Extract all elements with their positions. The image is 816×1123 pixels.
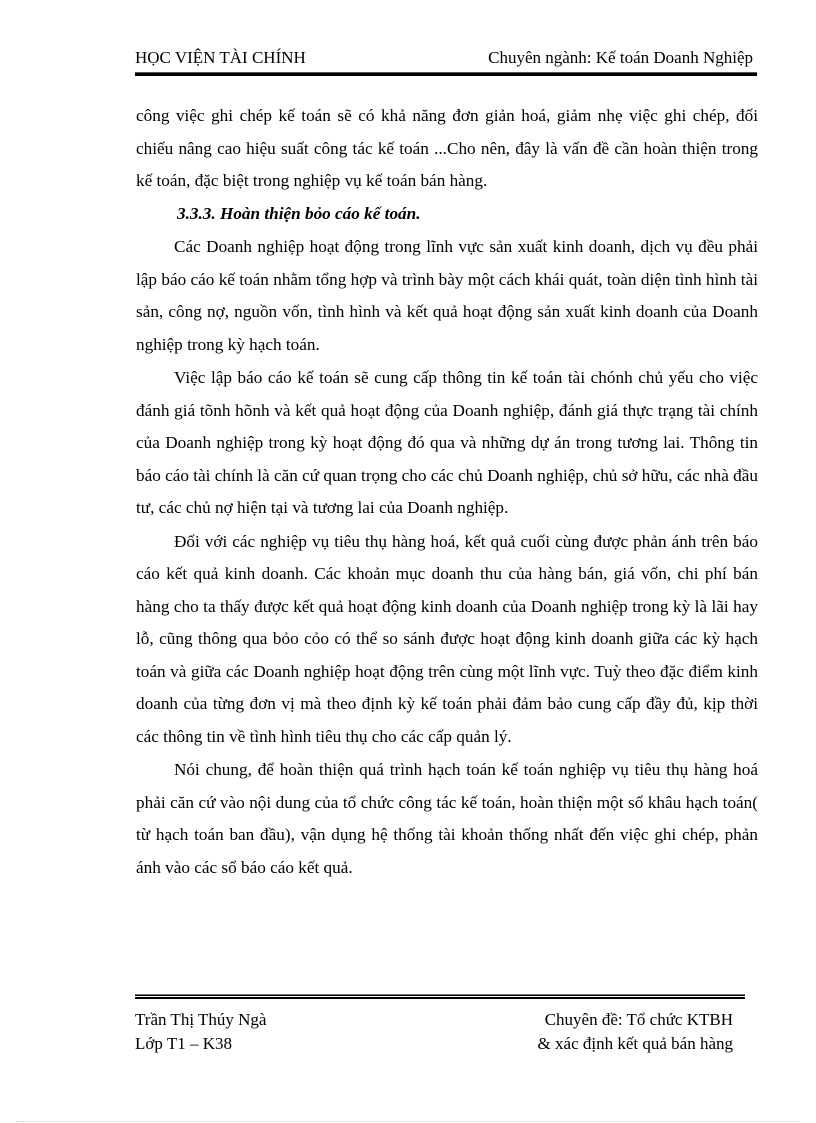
paragraph: Nói chung, để hoàn thiện quá trình hạch toán kế toán nghiệp vụ tiêu thụ hàng hoá phải căn cứ vào nội dung của tổ chức công tác kế toán, hoàn thiện một số khâu hạch toán( từ hạch toán ban đầu), vận dụng hệ thống tài khoản thống nhất đến việc ghi chép, phản ánh vào các sổ báo cáo kết quả. (136, 760, 758, 877)
paragraph: Đối với các nghiệp vụ tiêu thụ hàng hoá, kết quả cuối cùng được phản ánh trên báo cáo kết quả kinh doanh. Các khoản mục doanh thu của hàng bán, giá vốn, chi phí bán hàng cho ta thấy được kết quả hoạt động kinh doanh của Doanh nghiệp trong kỳ là lãi hay lỗ, cũng thông qua bỏo cỏo có thể so sánh được hoạt động kinh doanh giữa các kỳ hạch toán và giữa các Doanh nghiệp hoạt động trên cùng một lĩnh vực. Tuỳ theo đặc điểm kinh doanh của từng đơn vị mà theo định kỳ kế toán phải đảm bảo cung cấp đầy đủ, kịp thời các thông tin về tình hình tiêu thụ cho các cấp quản lý. (136, 531, 758, 746)
header-institution: HỌC VIỆN TÀI CHÍNH (135, 48, 306, 67)
footer-author-name: Trần Thị Thúy Ngà (135, 1010, 267, 1029)
header-specialty: Chuyên ngành: Kế toán Doanh Nghiệp (488, 48, 753, 67)
paragraph: Việc lập báo cáo kế toán sẽ cung cấp thông tin kế toán tài chónh chủ yếu cho việc đánh giá tõnh hõnh và kết quả hoạt động của Doanh nghiệp, đánh giá thực trạng tài chính của Doanh nghiệp trong kỳ hoạt động đó qua và những dự án trong tương lai. Thông tin báo cáo tài chính là căn cứ quan trọng cho các chủ Doanh nghiệp, chủ sở hữu, các nhà đầu tư, các chủ nợ hiện tại và tương lai của Doanh nghiệp. (136, 368, 758, 517)
paragraph: Các Doanh nghiệp hoạt động trong lĩnh vực sản xuất kinh doanh, dịch vụ đều phải lập báo cáo kế toán nhằm tổng hợp và trình bày một cách khái quát, toàn diện tình hình tài sản, công nợ, nguồn vốn, tình hình và kết quả hoạt động sản xuất kinh doanh của Doanh nghiệp trong kỳ hạch toán. (136, 237, 758, 354)
page-header (135, 46, 757, 74)
document-body (136, 100, 758, 884)
paragraph-continuation: công việc ghi chép kế toán sẽ có khả năng đơn giản hoá, giảm nhẹ việc ghi chép, đối chiếu nâng cao hiệu suất công tác kế toán ...Cho nên, đây là vấn đề cần hoàn thiện trong kế toán, đặc biệt trong nghiệp vụ kế toán bán hàng. (136, 106, 758, 190)
footer-class: Lớp T1 – K38 (135, 1034, 232, 1053)
footer-author-block (135, 1008, 266, 1056)
footer-divider (135, 994, 745, 999)
header-divider (135, 72, 757, 76)
footer-topic-block (538, 1008, 733, 1056)
footer-topic-line1: Chuyên đề: Tổ chức KTBH (544, 1010, 733, 1029)
page-bottom-edge (16, 1121, 800, 1122)
section-heading: 3.3.3. Hoàn thiện bỏo cáo kế toán. (177, 203, 421, 223)
footer-topic-line2: & xác định kết quả bán hàng (537, 1034, 733, 1053)
